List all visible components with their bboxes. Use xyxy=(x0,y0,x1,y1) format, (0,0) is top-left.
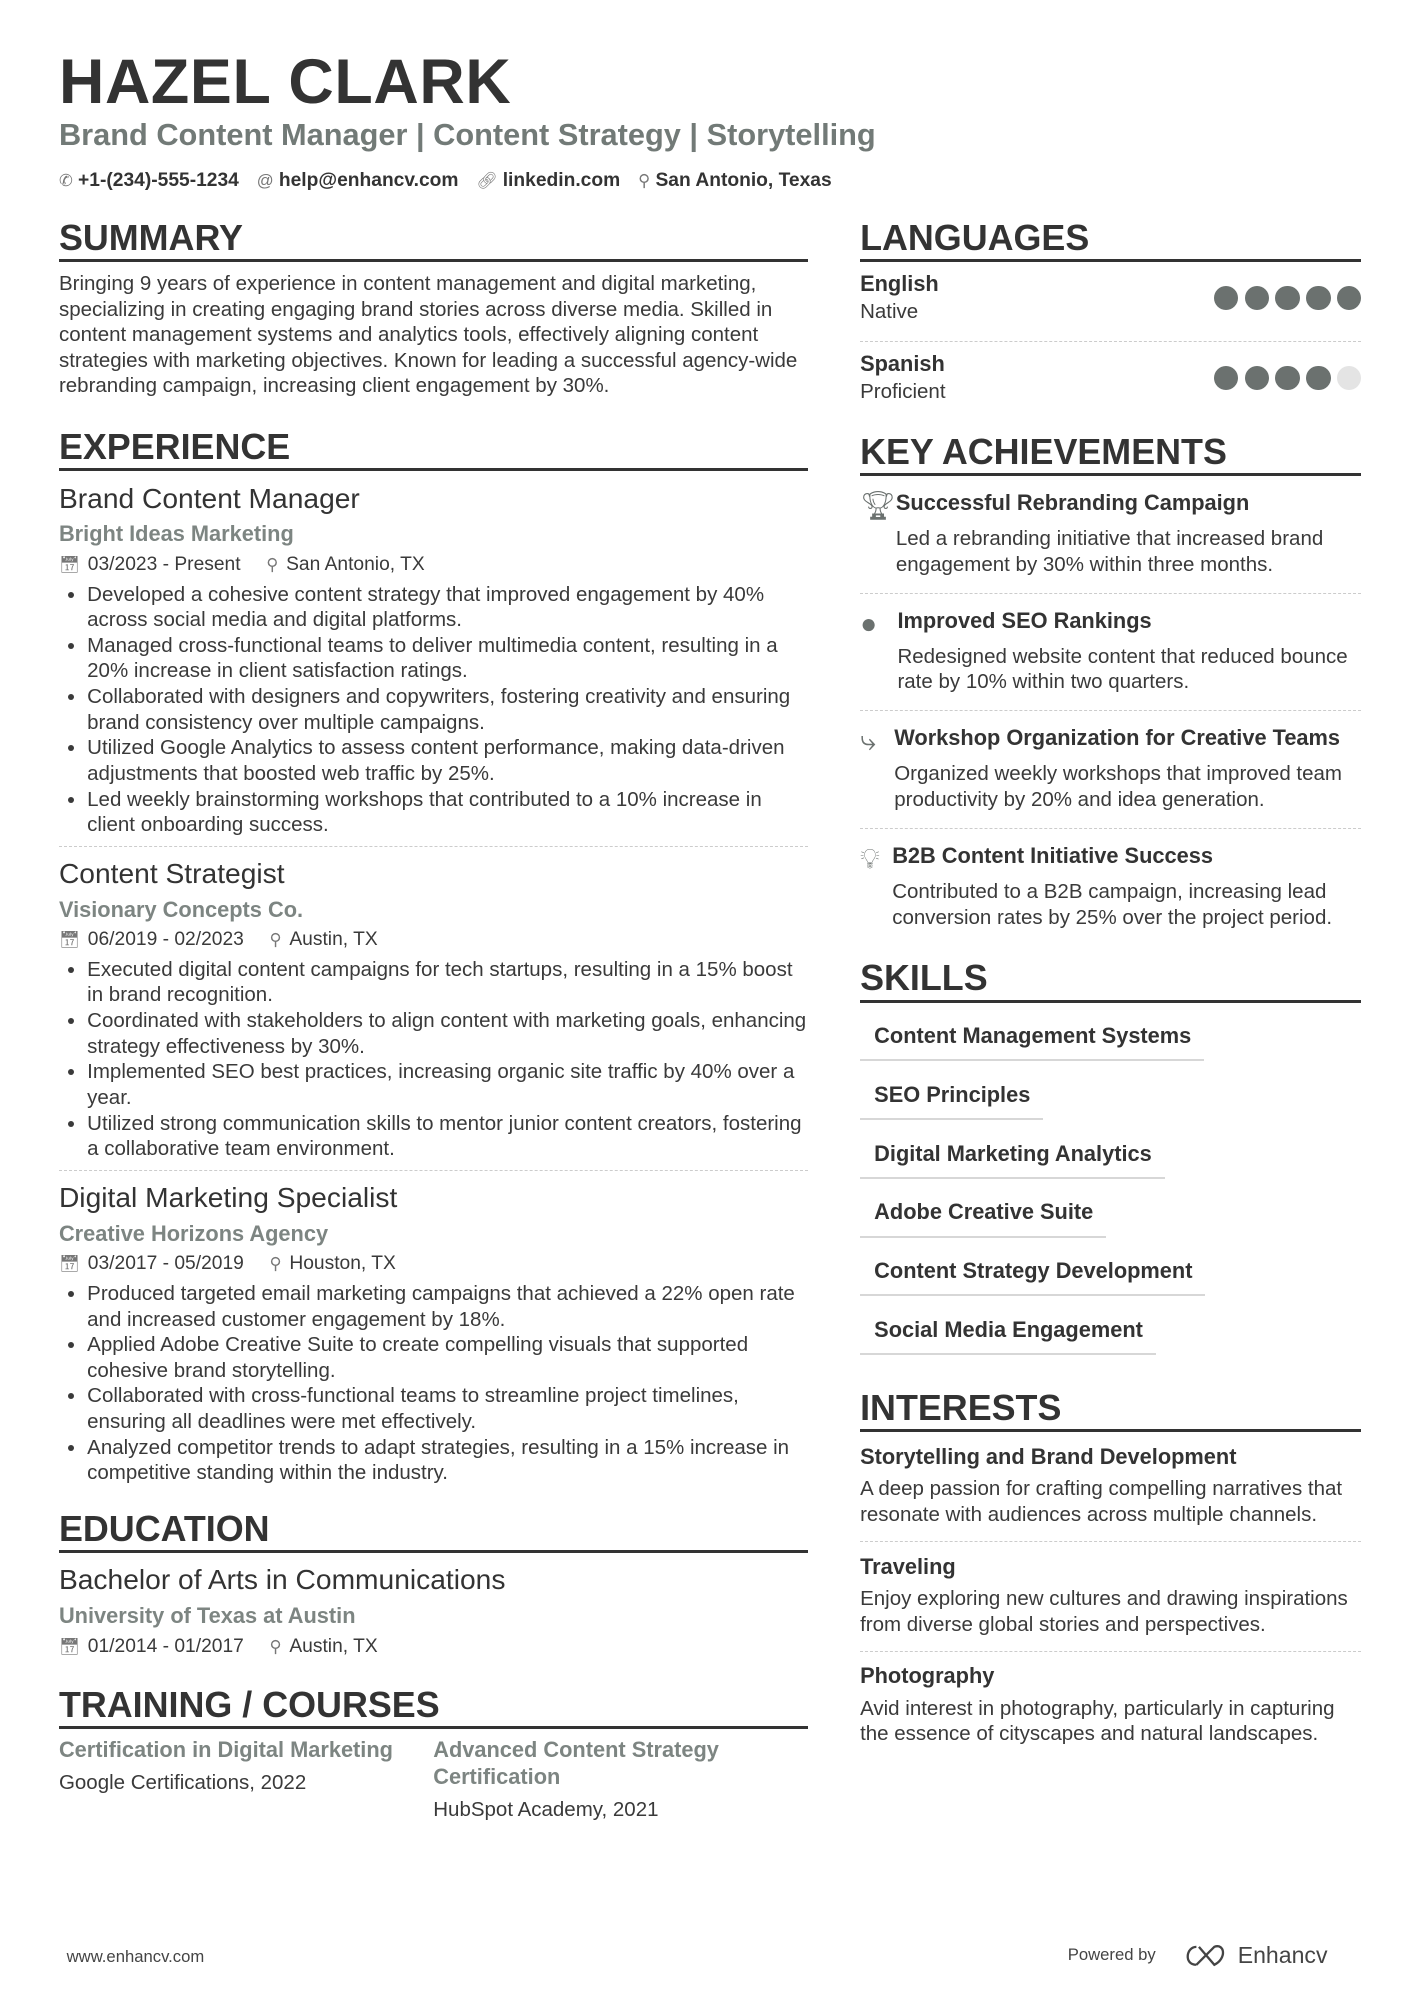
achievement-item xyxy=(860,711,1361,820)
degree: Bachelor of Arts in Communications xyxy=(58,1563,506,1596)
skill-tag: Digital Marketing Analytics xyxy=(860,1141,1164,1179)
contact-location xyxy=(638,170,832,192)
achievement-item xyxy=(860,594,1361,703)
summary-text: Bringing 9 years of experience in content management and digital marketing, specializing in creating engaging brand stories across diverse media. Skilled in content management systems and analytics tools, effectively aligning content strategies with marketing objectives. Known for leading a successful agency-wide rebranding campaign, increasing client engagement by 30%. xyxy=(58,271,798,398)
achievement-body xyxy=(892,842,1361,930)
divider xyxy=(59,1170,808,1171)
job-dates-wrap xyxy=(59,552,241,578)
location-pin-icon: ⚲ xyxy=(269,1636,282,1656)
rating-dot xyxy=(1275,366,1299,390)
powered-by-label: Powered by xyxy=(1067,1945,1156,1965)
bullet-item: • Coordinated with stakeholders to align content with marketing goals, enhancing strategy effectiveness by 30%. xyxy=(87,1008,807,1059)
rating-dot xyxy=(1275,286,1299,310)
summary-heading: SUMMARY xyxy=(59,218,808,262)
calendar-icon: 📅︎ xyxy=(58,555,81,575)
enhancv-logo-icon xyxy=(1181,1943,1230,1969)
candidate-name: HAZEL CLARK xyxy=(58,47,512,118)
job-title: Brand Content Manager xyxy=(58,481,360,514)
skill-tag: Content Management Systems xyxy=(860,1023,1204,1061)
skill-row xyxy=(860,1238,1361,1297)
job-dates: 06/2019 - 02/2023 xyxy=(87,929,244,951)
skill-row xyxy=(860,1179,1361,1238)
languages-list xyxy=(860,262,1361,414)
training-detail: HubSpot Academy, 2021 xyxy=(433,1798,659,1822)
interest-desc: A deep passion for crafting compelling narratives that resonate with audiences across multiple channels. xyxy=(860,1476,1343,1526)
skill-tag: Content Strategy Development xyxy=(860,1258,1205,1296)
divider xyxy=(860,1541,1361,1542)
calendar-icon: 📅︎ xyxy=(58,1254,81,1274)
skill-row xyxy=(860,1061,1361,1120)
bullet-item: • Utilized Google Analytics to assess content performance, making data-driven adjustments that boosted web traffic by 25%. xyxy=(87,735,807,786)
experience-list xyxy=(59,482,808,1486)
enhancv-logo xyxy=(1181,1942,1327,1969)
training-item xyxy=(433,1737,807,1823)
rating-dot xyxy=(1245,286,1269,310)
job-dates: 03/2023 - Present xyxy=(87,554,241,576)
job-bullets xyxy=(59,1281,808,1486)
bullet-item: • Analyzed competitor trends to adapt strategies, resulting in a 15% increase in competitive standing within the industry. xyxy=(87,1435,807,1486)
education-location: Austin, TX xyxy=(289,1635,378,1657)
job-entry xyxy=(59,1181,808,1486)
job-bullets xyxy=(59,582,808,838)
divider xyxy=(860,1651,1361,1652)
language-name: Spanish xyxy=(860,351,945,377)
achievement-item xyxy=(860,829,1361,938)
phone-text: +1-(234)-555-1234 xyxy=(78,170,239,192)
language-level: Proficient xyxy=(860,380,946,404)
company-name: Creative Horizons Agency xyxy=(58,1220,329,1246)
brand-name: Enhancv xyxy=(1237,1941,1328,1968)
education-meta xyxy=(59,1634,808,1660)
job-dates: 03/2017 - 05/2019 xyxy=(87,1253,244,1275)
job-dates-wrap xyxy=(59,1251,244,1277)
achievement-body xyxy=(896,489,1361,577)
achievements-list xyxy=(860,476,1361,938)
phone-icon: ✆ xyxy=(58,171,73,191)
bullet-item: • Led weekly brainstorming workshops that contributed to a 10% increase in client onboarding success. xyxy=(87,787,807,838)
education-location-wrap xyxy=(269,1634,377,1660)
location-pin-icon: ⚲ xyxy=(269,1254,282,1274)
language-item xyxy=(860,262,1361,334)
calendar-icon: 📅︎ xyxy=(58,1636,81,1656)
training-detail: Google Certifications, 2022 xyxy=(58,1771,307,1795)
language-item xyxy=(860,342,1361,414)
location-pin-icon: ⚲ xyxy=(638,171,651,191)
rating-dot xyxy=(1245,366,1269,390)
achievement-body xyxy=(894,724,1361,812)
rating-dot xyxy=(1214,286,1238,310)
skill-tag: SEO Principles xyxy=(860,1082,1043,1120)
linkedin-text[interactable]: linkedin.com xyxy=(502,170,621,192)
interests-heading: INTERESTS xyxy=(860,1388,1361,1432)
job-location: Austin, TX xyxy=(289,929,378,951)
interest-desc: Avid interest in photography, particularly in capturing the essence of cityscapes and natural landscapes. xyxy=(860,1696,1335,1746)
achievement-desc: Organized weekly workshops that improved team productivity by 20% and idea generation. xyxy=(894,762,1343,812)
interest-title: Storytelling and Brand Development xyxy=(860,1443,1237,1469)
training-heading: TRAINING / COURSES xyxy=(59,1685,808,1729)
bullet-item: • Implemented SEO best practices, increasing organic site traffic by 40% over a year. xyxy=(87,1059,807,1110)
at-icon: @ xyxy=(256,171,274,191)
achievement-desc: Redesigned website content that reduced bounce rate by 10% within two quarters. xyxy=(897,644,1348,694)
achievement-desc: Contributed to a B2B campaign, increasing lead conversion rates by 25% over the project period. xyxy=(892,880,1333,929)
divider xyxy=(59,846,808,847)
education-dates-wrap xyxy=(59,1634,244,1660)
rating-dot xyxy=(1306,366,1330,390)
strategy-icon: ⤷ xyxy=(860,724,876,757)
achievement-item xyxy=(860,476,1361,585)
bullet-item: • Executed digital content campaigns for tech startups, resulting in a 15% boost in brand recognition. xyxy=(87,957,807,1008)
training-title: Certification in Digital Marketing xyxy=(58,1736,393,1762)
language-rating xyxy=(1214,286,1361,310)
training-list xyxy=(59,1737,808,1823)
bullet-item: • Collaborated with designers and copywriters, fostering creativity and ensuring brand consistency over multiple campaigns. xyxy=(87,684,807,735)
contact-bar xyxy=(59,170,832,192)
candidate-subtitle: Brand Content Manager | Content Strategy | Storytelling xyxy=(58,116,876,152)
contact-phone xyxy=(59,170,239,192)
skill-row xyxy=(860,1003,1361,1062)
job-location-wrap xyxy=(266,552,424,578)
achievement-title: Improved SEO Rankings xyxy=(897,607,1152,633)
language-level: Native xyxy=(860,299,919,323)
bullet-item: • Collaborated with cross-functional teams to streamline project timelines, ensuring all deadlines were met effectively. xyxy=(87,1383,807,1434)
skills-heading: SKILLS xyxy=(860,958,1361,1002)
calendar-icon: 📅︎ xyxy=(58,930,81,950)
job-dates-wrap xyxy=(59,927,244,953)
education-dates: 01/2014 - 01/2017 xyxy=(87,1635,244,1657)
interest-title: Traveling xyxy=(860,1553,956,1579)
achievement-title: Successful Rebranding Campaign xyxy=(895,489,1250,515)
job-entry xyxy=(59,482,808,847)
bullet-item: • Developed a cohesive content strategy that improved engagement by 40% across social media and digital platforms. xyxy=(87,582,807,633)
job-location: Houston, TX xyxy=(289,1253,396,1275)
education-heading: EDUCATION xyxy=(59,1509,808,1553)
job-meta xyxy=(59,927,808,953)
skill-row xyxy=(860,1296,1361,1355)
footer-website[interactable]: www.enhancv.com xyxy=(66,1947,205,1967)
job-title: Digital Marketing Specialist xyxy=(58,1180,398,1213)
rating-dot xyxy=(1337,366,1361,390)
bullet-item: • Applied Adobe Creative Suite to create compelling visuals that supported cohesive brand storytelling. xyxy=(87,1332,807,1383)
interests-list xyxy=(860,1443,1361,1754)
right-column xyxy=(860,218,1361,1754)
contact-linkedin[interactable] xyxy=(476,170,620,192)
job-title: Content Strategist xyxy=(58,856,285,889)
head-icon: ● xyxy=(860,606,878,639)
language-text xyxy=(860,350,945,406)
left-column xyxy=(59,218,808,1823)
achievements-heading: KEY ACHIEVEMENTS xyxy=(860,432,1361,476)
skill-row xyxy=(860,1120,1361,1179)
skill-tag: Adobe Creative Suite xyxy=(860,1199,1106,1237)
job-meta xyxy=(59,552,808,578)
bullet-item: • Managed cross-functional teams to deliver multimedia content, resulting in a 20% increase in client satisfaction ratings. xyxy=(87,633,807,684)
job-bullets xyxy=(59,957,808,1162)
email-text[interactable]: help@enhancv.com xyxy=(278,170,459,192)
job-location: San Antonio, TX xyxy=(286,554,425,576)
job-location-wrap xyxy=(269,927,377,953)
experience-heading: EXPERIENCE xyxy=(59,427,808,471)
job-meta xyxy=(59,1251,808,1277)
languages-heading: LANGUAGES xyxy=(860,218,1361,262)
language-name: English xyxy=(860,270,939,296)
language-rating xyxy=(1214,366,1361,390)
achievement-title: Workshop Organization for Creative Teams xyxy=(894,725,1341,751)
interest-title: Photography xyxy=(860,1663,995,1689)
link-icon: 🔗︎ xyxy=(476,171,498,191)
training-item xyxy=(59,1737,433,1823)
location-pin-icon: ⚲ xyxy=(269,930,282,950)
interest-desc: Enjoy exploring new cultures and drawing inspirations from diverse global stories and perspectives. xyxy=(860,1586,1348,1636)
skill-tag: Social Media Engagement xyxy=(860,1317,1156,1355)
job-location-wrap xyxy=(269,1251,395,1277)
school: University of Texas at Austin xyxy=(58,1603,356,1629)
location-pin-icon: ⚲ xyxy=(266,555,279,575)
rating-dot xyxy=(1306,286,1330,310)
location-text: San Antonio, Texas xyxy=(655,170,832,192)
achievement-title: B2B Content Initiative Success xyxy=(892,842,1213,868)
company-name: Bright Ideas Marketing xyxy=(58,521,294,547)
achievement-desc: Led a rebranding initiative that increased brand engagement by 30% within three months. xyxy=(895,527,1324,576)
contact-email[interactable] xyxy=(257,170,459,192)
rating-dot xyxy=(1214,366,1238,390)
skills-list xyxy=(860,1003,1361,1356)
footer-powered xyxy=(1068,1942,1328,1969)
training-title: Advanced Content Strategy Certification xyxy=(433,1736,719,1789)
bullet-item: • Utilized strong communication skills to mentor junior content creators, fostering a collaborative team environment. xyxy=(87,1111,807,1162)
lightbulb-icon: 💡︎ xyxy=(860,841,880,874)
rating-dot xyxy=(1337,286,1361,310)
company-name: Visionary Concepts Co. xyxy=(58,896,304,922)
job-entry xyxy=(59,857,808,1171)
achievement-body xyxy=(897,607,1361,695)
language-text xyxy=(860,270,939,326)
bullet-item: • Produced targeted email marketing campaigns that achieved a 22% open rate and increased customer engagement by 18%. xyxy=(87,1281,807,1332)
trophy-icon: 🏆︎ xyxy=(860,488,896,521)
